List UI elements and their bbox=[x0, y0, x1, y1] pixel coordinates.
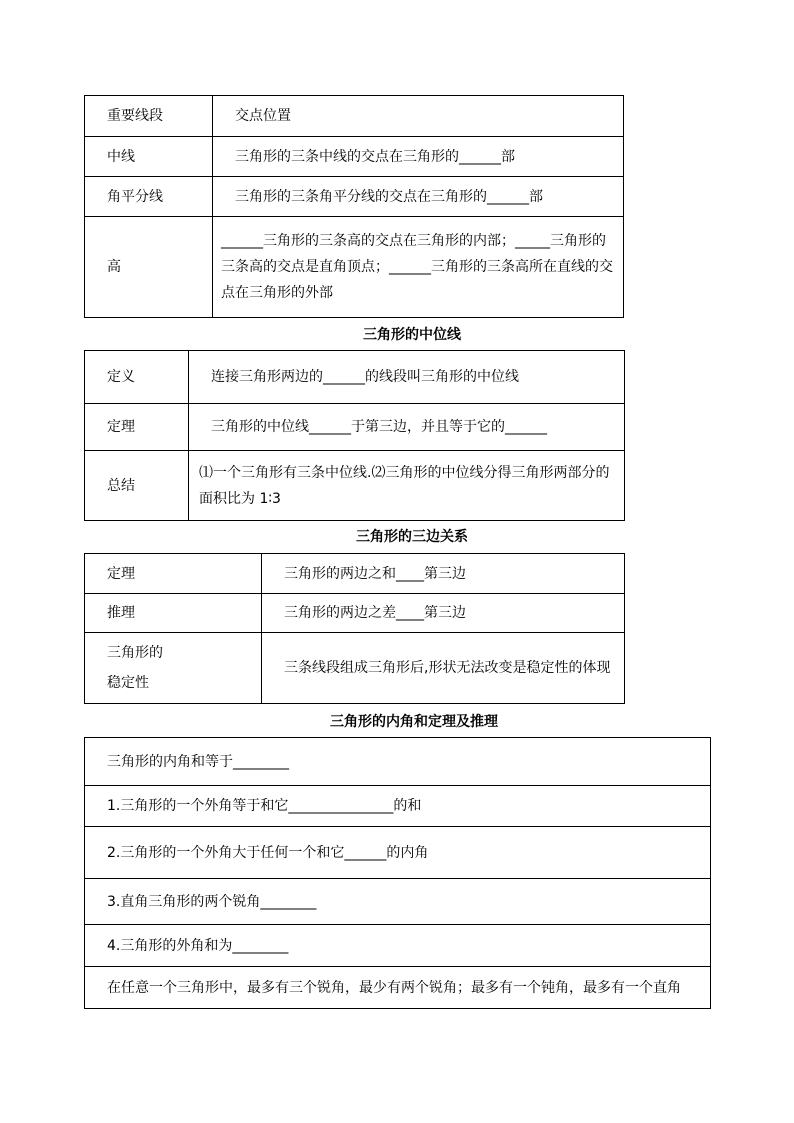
table-row bbox=[85, 451, 625, 521]
table-row bbox=[85, 738, 711, 786]
row-label-bisector: 角平分线 bbox=[85, 177, 213, 217]
angle-count-facts: 在任意一个三角形中，最多有三个锐角，最少有两个锐角；最多有一个钝角，最多有一个直角 bbox=[85, 967, 711, 1009]
header-segment: 重要线段 bbox=[85, 96, 213, 137]
stability-label-line2: 稳定性 bbox=[107, 675, 149, 691]
exterior-angle-equals: 1.三角形的一个外角等于和它_______________的和 bbox=[85, 786, 711, 827]
exterior-angle-greater: 2.三角形的一个外角大于任何一个和它______的内角 bbox=[85, 827, 711, 879]
table-row bbox=[85, 137, 624, 177]
segments-table bbox=[84, 95, 624, 318]
table-row bbox=[85, 633, 625, 704]
row-content-definition: 连接三角形两边的______的线段叫三角形的中位线 bbox=[189, 351, 625, 404]
table-row bbox=[85, 967, 711, 1009]
table-header-row bbox=[85, 96, 624, 137]
table-row bbox=[85, 404, 625, 451]
row-label-definition: 定义 bbox=[85, 351, 189, 404]
row-label-inference: 推理 bbox=[85, 594, 262, 633]
row-content-theorem: 三角形的两边之和____第三边 bbox=[262, 554, 625, 594]
table-row bbox=[85, 177, 624, 217]
row-label-altitude: 高 bbox=[85, 217, 213, 318]
table-row bbox=[85, 827, 711, 879]
table-row bbox=[85, 217, 624, 318]
interior-angle-sum: 三角形的内角和等于________ bbox=[85, 738, 711, 786]
interior-angle-heading: 三角形的内角和定理及推理 bbox=[330, 714, 498, 730]
three-sides-table bbox=[84, 553, 625, 704]
row-content-stability: 三条线段组成三角形后,形状无法改变是稳定性的体现 bbox=[262, 633, 625, 704]
row-label-theorem: 定理 bbox=[85, 554, 262, 594]
row-content-median: 三角形的三条中线的交点在三角形的______部 bbox=[213, 137, 624, 177]
midline-heading: 三角形的中位线 bbox=[363, 327, 461, 343]
row-content-altitude: ______三角形的三条高的交点在三角形的内部；_____三角形的三条高的交点是直角顶点；______三角形的三条高所在直线的交点在三角形的外部 bbox=[213, 217, 624, 318]
exterior-angle-sum: 4.三角形的外角和为________ bbox=[85, 925, 711, 967]
table-row bbox=[85, 554, 625, 594]
row-content-theorem: 三角形的中位线______于第三边，并且等于它的______ bbox=[189, 404, 625, 451]
header-position: 交点位置 bbox=[213, 96, 624, 137]
row-label-stability bbox=[85, 633, 262, 704]
table-row bbox=[85, 786, 711, 827]
table-row bbox=[85, 351, 625, 404]
row-content-inference: 三角形的两边之差____第三边 bbox=[262, 594, 625, 633]
row-content-summary: ⑴一个三角形有三条中位线.⑵三角形的中位线分得三角形两部分的面积比为 1∶3 bbox=[189, 451, 625, 521]
table-row bbox=[85, 594, 625, 633]
table-row bbox=[85, 925, 711, 967]
row-label-summary: 总结 bbox=[85, 451, 189, 521]
row-label-theorem: 定理 bbox=[85, 404, 189, 451]
row-content-bisector: 三角形的三条角平分线的交点在三角形的______部 bbox=[213, 177, 624, 217]
right-triangle-acute: 3.直角三角形的两个锐角________ bbox=[85, 879, 711, 925]
table-row bbox=[85, 879, 711, 925]
three-sides-heading: 三角形的三边关系 bbox=[356, 529, 468, 545]
midline-table bbox=[84, 350, 625, 521]
stability-label-line1: 三角形的 bbox=[107, 645, 163, 661]
row-label-median: 中线 bbox=[85, 137, 213, 177]
interior-angle-table bbox=[84, 737, 711, 1009]
